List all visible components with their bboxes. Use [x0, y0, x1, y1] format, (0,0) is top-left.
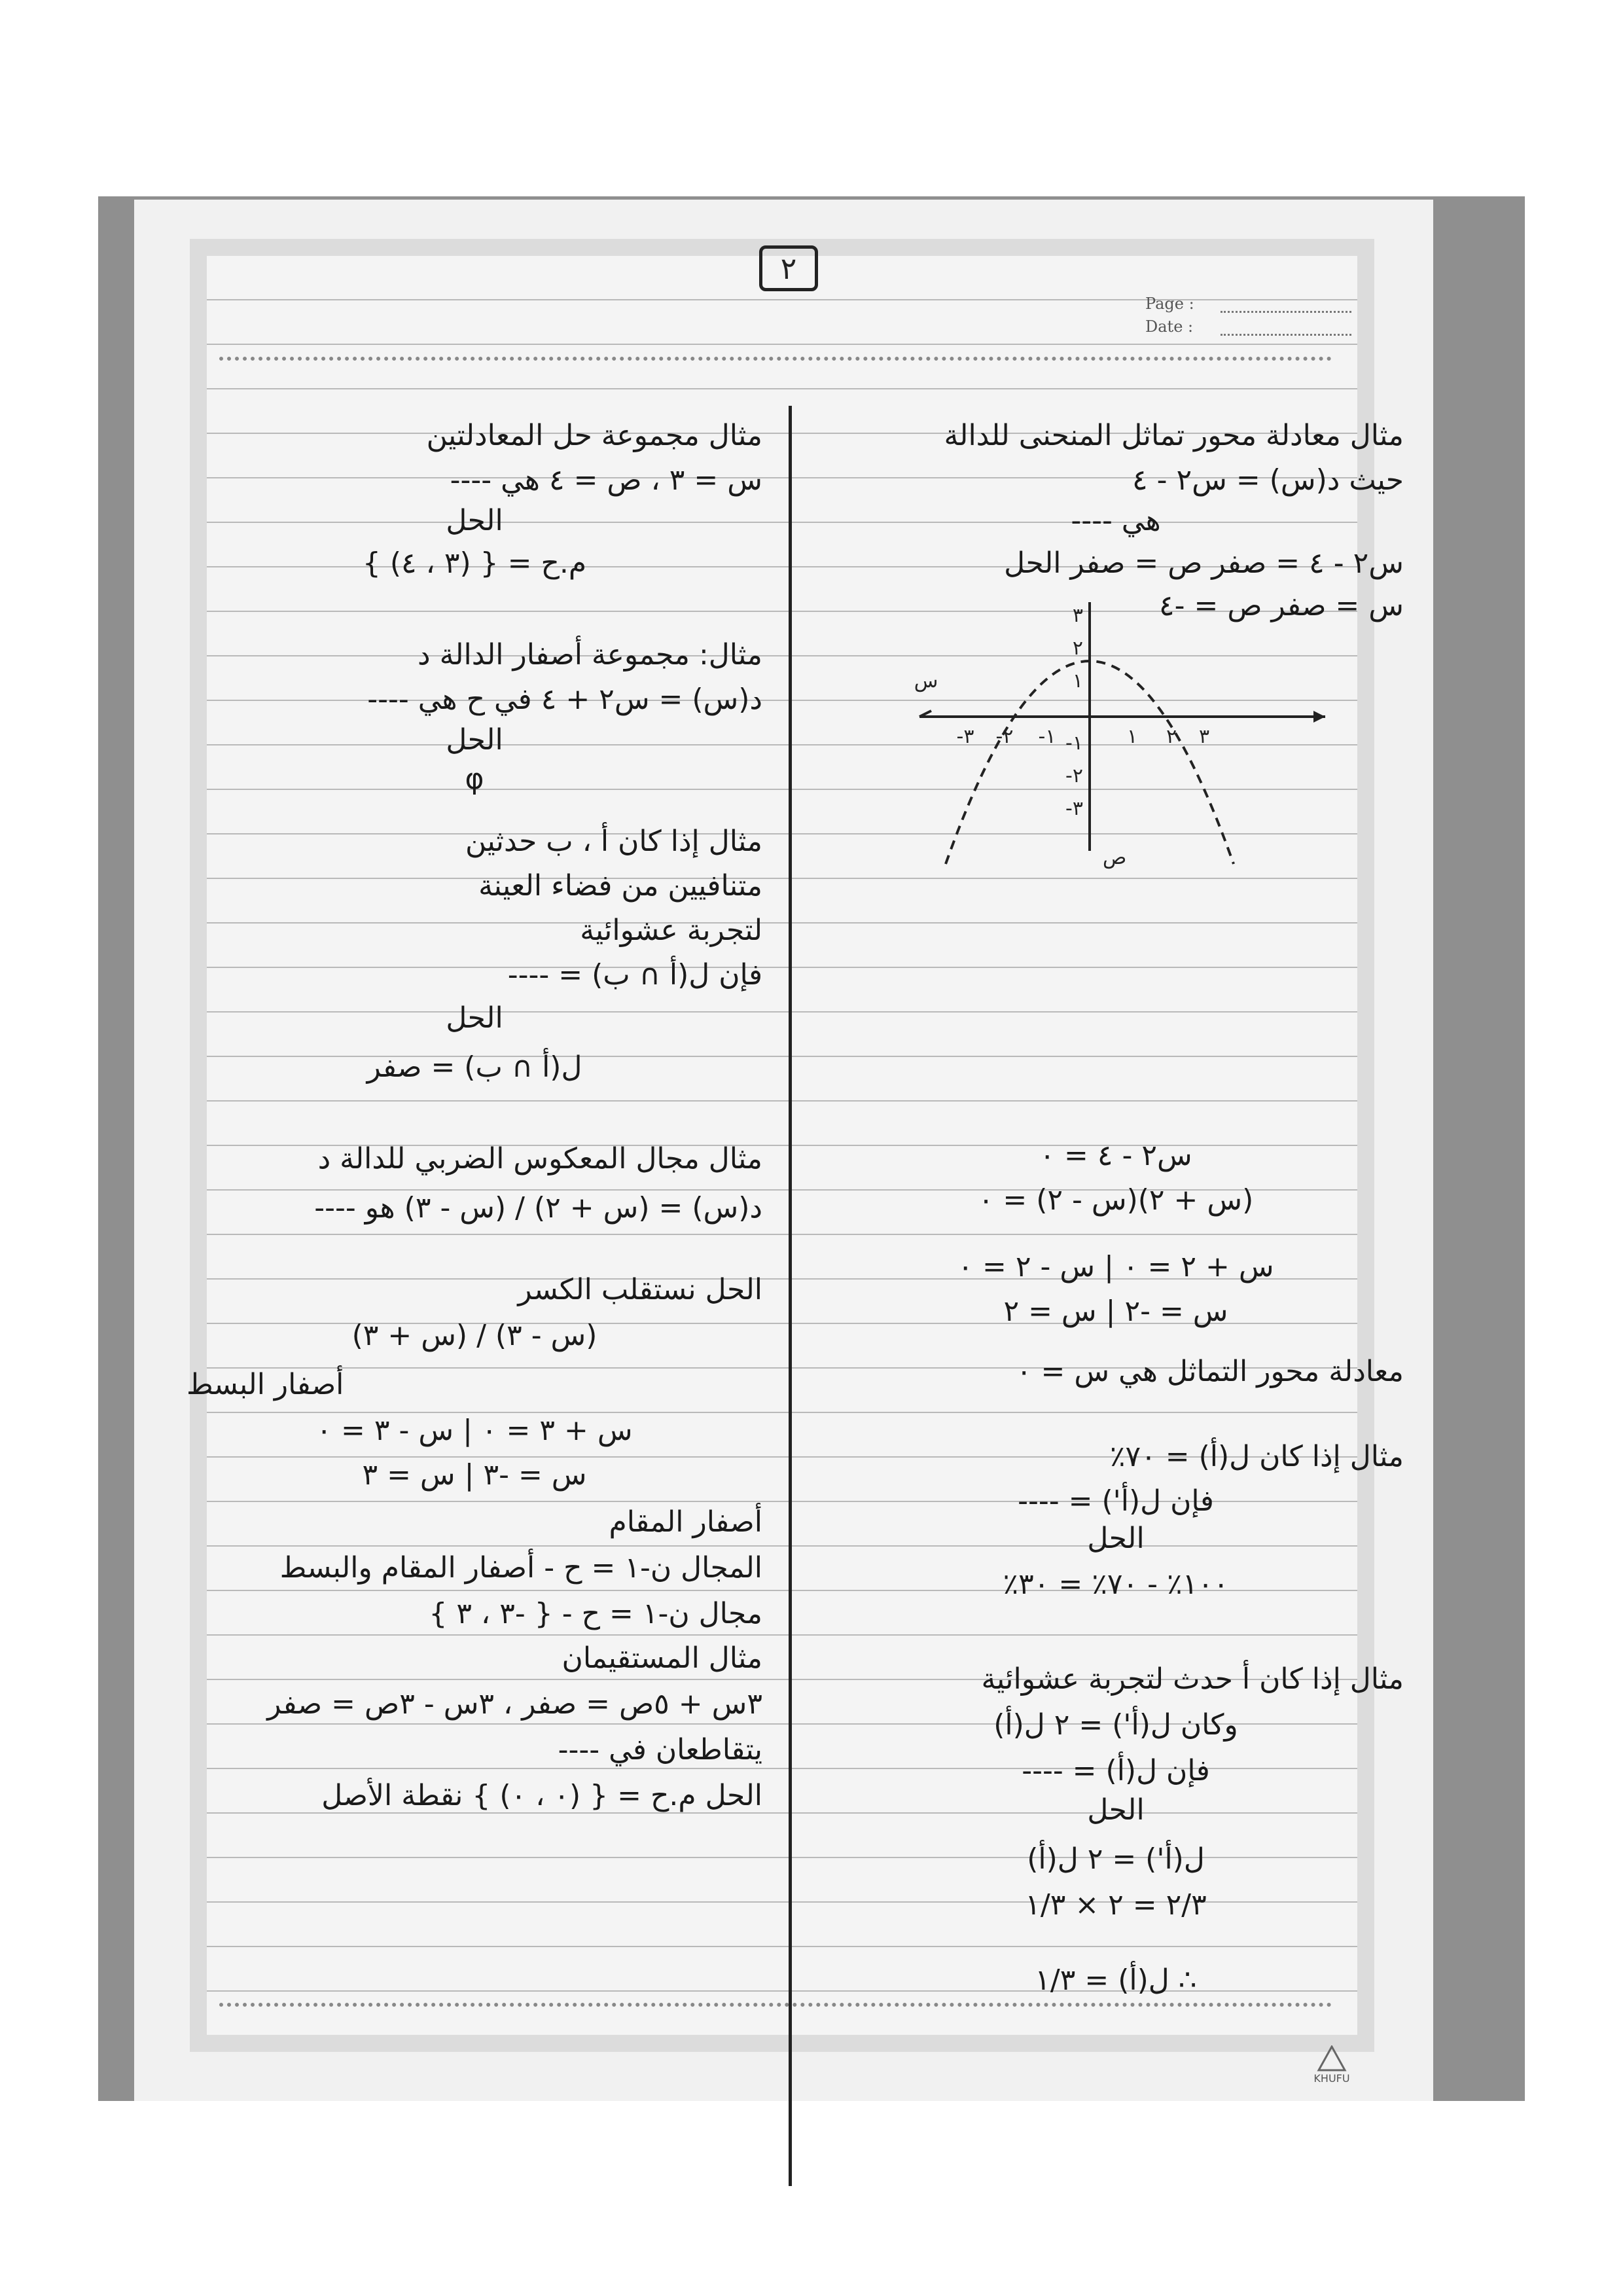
left-line-9: متنافيين من فضاء العينة	[478, 869, 762, 903]
left-line-10: لتجربة عشوائية	[580, 914, 762, 947]
x-tick-neg2: -٢	[995, 725, 1014, 748]
left-line-7: φ	[465, 762, 484, 796]
y-tick-neg2: -٢	[1065, 764, 1083, 787]
left-line-12: الحل	[446, 1001, 503, 1035]
right-line-0: مثال معادلة محور تماثل المنحنى للدالة	[944, 419, 1404, 452]
y-tick-neg3: -٣	[1065, 797, 1083, 820]
date-label: Date :	[1145, 317, 1194, 336]
left-line-0: مثال مجموعة حل المعادلتين	[426, 419, 762, 452]
left-line-23: مجال ن-١ = ح - { -٣ ، ٣ }	[429, 1597, 762, 1630]
x-tick-3: ٣	[1198, 725, 1210, 748]
left-line-24: مثال المستقيمان	[562, 1641, 762, 1675]
page-number: ٢	[759, 245, 818, 291]
left-line-8: مثال إذا كان أ ، ب حدثين	[465, 825, 762, 858]
y-tick-neg1: -١	[1065, 732, 1083, 755]
top-dotted-row	[219, 357, 1332, 361]
y-tick-2: ٢	[1072, 637, 1083, 660]
notebook-page	[134, 200, 1433, 2101]
pyramid-icon	[1319, 2047, 1345, 2070]
right-line-16: فإن ل(أ) = ----	[1022, 1754, 1210, 1787]
right-line-19: ٢/٣ = ٢ × ١/٣	[1025, 1888, 1207, 1922]
right-line-2: هي ----	[1071, 504, 1161, 537]
left-line-1: س = ٣ ، ص = ٤ هي ----	[450, 463, 762, 497]
left-line-2: الحل	[446, 504, 503, 537]
y-axis-label: ص	[1103, 846, 1127, 869]
right-line-6: (س + ٢)(س - ٢) = ٠	[978, 1183, 1254, 1217]
right-line-11: فإن ل(أ') = ----	[1018, 1484, 1214, 1518]
left-line-15: د(س) = (س + ٢) / (س - ٣) هو ----	[314, 1191, 762, 1225]
right-line-8: س = -٢ | س = ٢	[1003, 1295, 1228, 1328]
right-line-18: ل(أ') = ٢ ل(أ)	[1027, 1842, 1205, 1876]
left-line-21: أصفار المقام	[609, 1505, 762, 1539]
right-line-13: ١٠٠٪ - ٧٠٪ = ٣٠٪	[1003, 1568, 1229, 1601]
left-line-3: م.ح = { (٣ ، ٤) }	[362, 547, 587, 580]
right-line-9: معادلة محور التماثل هي س = ٠	[1016, 1355, 1404, 1388]
date-dots	[1221, 334, 1351, 336]
left-line-4: مثال: مجموعة أصفار الدالة د	[417, 638, 762, 672]
left-line-27: الحل م.ح = { (٠ ، ٠) } نقطة الأصل	[321, 1779, 762, 1812]
x-tick-2: ٢	[1166, 725, 1177, 748]
right-line-7: س + ٢ = ٠ | س - ٢ = ٠	[957, 1250, 1274, 1283]
right-line-15: وكان ل(أ') = ٢ ل(أ)	[993, 1708, 1238, 1742]
y-tick-1: ١	[1072, 670, 1083, 692]
left-line-17: (س - ٣) / (س + ٣)	[351, 1319, 597, 1352]
y-tick-3: ٣	[1072, 604, 1083, 627]
left-line-5: د(س) = س٢ + ٤ في ح هي ----	[367, 683, 762, 716]
page-dots	[1221, 311, 1351, 313]
right-line-17: الحل	[1087, 1793, 1145, 1827]
right-line-1: حيث د(س) = س٢ - ٤	[1132, 463, 1404, 497]
x-tick-neg1: -١	[1038, 725, 1056, 748]
x-tick-neg3: -٣	[956, 725, 974, 748]
left-line-16: الحل نستقلب الكسر	[518, 1273, 762, 1306]
parabola-graph	[906, 589, 1338, 877]
right-line-4: س = صفر ص = -٤	[1159, 589, 1404, 622]
left-line-11: فإن ل(أ ∩ ب) = ----	[507, 958, 762, 992]
x-axis-arrow	[1313, 711, 1325, 723]
page-label: Page :	[1145, 295, 1194, 313]
left-line-19: س + ٣ = ٠ | س - ٣ = ٠	[316, 1414, 633, 1447]
left-line-14: مثال مجال المعكوس الضربي للدالة د	[317, 1142, 762, 1175]
left-line-6: الحل	[446, 723, 503, 757]
right-line-12: الحل	[1087, 1522, 1145, 1555]
left-line-20: س = -٣ | س = ٣	[362, 1458, 587, 1492]
right-line-5: س٢ - ٤ = ٠	[1039, 1139, 1192, 1172]
khufu-logo	[1306, 2045, 1358, 2085]
left-line-25: ٣س + ٥ص = صفر ، ٣س - ٣ص = صفر	[267, 1687, 762, 1721]
right-line-10: مثال إذا كان ل(أ) = ٧٠٪	[1109, 1440, 1404, 1473]
right-line-20: ∴ ل(أ) = ١/٣	[1035, 1964, 1197, 1997]
left-line-22: المجال ن-١ = ح - أصفار المقام والبسط	[279, 1551, 762, 1585]
column-divider	[789, 406, 792, 2186]
bottom-dotted-row	[219, 2003, 1332, 2007]
left-line-18: أصفار البسط	[187, 1368, 344, 1401]
right-line-14: مثال إذا كان أ حدث لتجربة عشوائية	[981, 1662, 1404, 1696]
x-axis-label: س	[914, 670, 938, 692]
logo-text: KHUFU	[1313, 2072, 1350, 2085]
left-line-26: يتقاطعان في ----	[558, 1733, 762, 1767]
x-tick-1: ١	[1126, 725, 1138, 748]
left-line-13: ل(أ ∩ ب) = صفر	[366, 1050, 582, 1084]
right-line-3: س٢ - ٤ = صفر ص = صفر الحل	[1004, 547, 1404, 580]
